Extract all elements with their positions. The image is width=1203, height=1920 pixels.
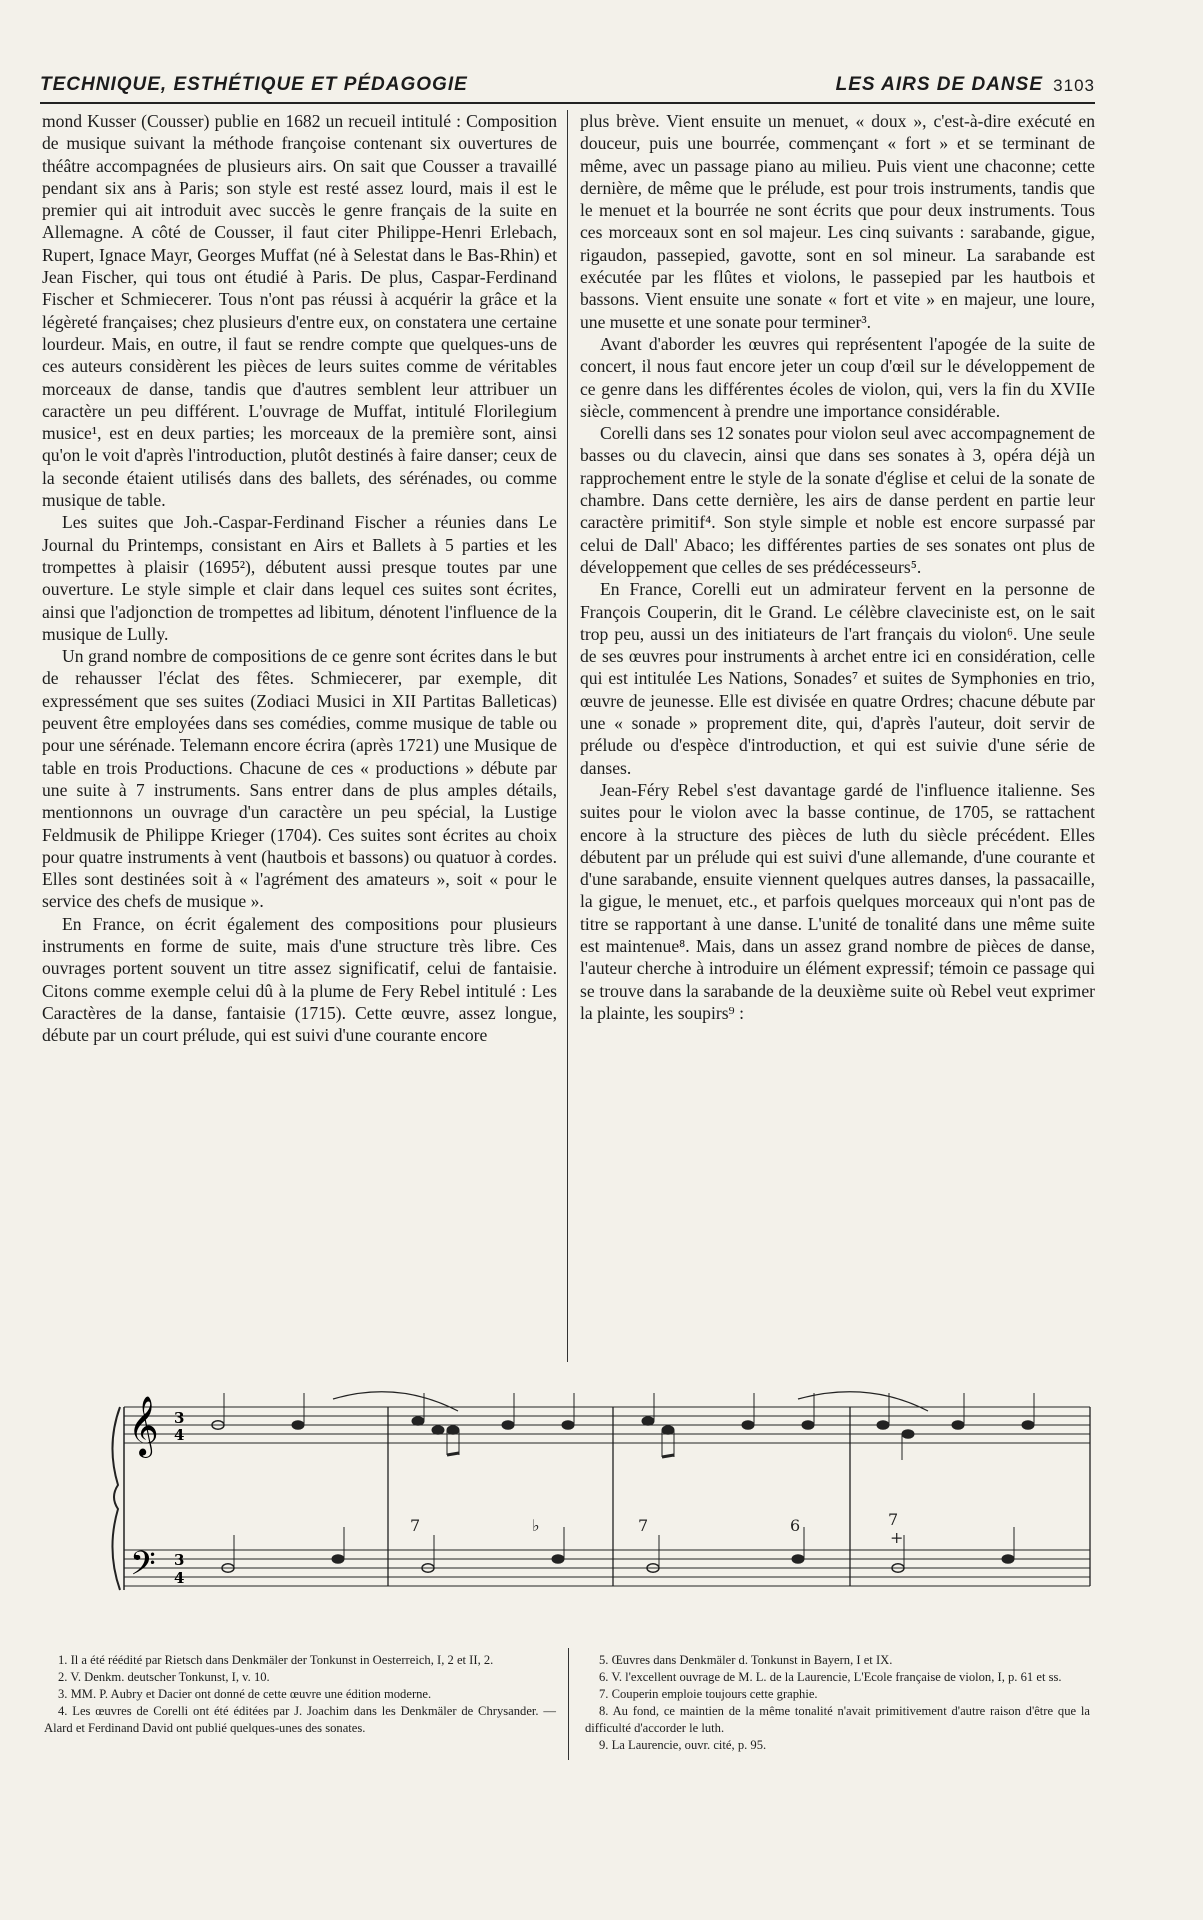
paragraph: Les suites que Joh.-Caspar-Ferdinand Fischer a réunies dans Le Journal du Printemps, consistant en Airs et Ballets à 5 parties et les trompettes à plaisir (1695²), débutent aussi presque toutes par une ouverture. Le style simple et clair dans lequel ces suites sont écrites, ainsi que l'adjonction de trompettes ad libitum, dénotent l'influence de la musique de Lully. — [42, 512, 557, 644]
running-header — [40, 72, 1095, 104]
column-divider — [567, 110, 568, 1362]
footnote: 4. Les œuvres de Corelli ont été éditées par J. Joachim dans les Denkmäler de Chrysander. — Alard et Ferdinand David ont publié quelques-unes des sonates. — [44, 1704, 556, 1735]
figure: 7 — [638, 1516, 649, 1535]
system-brace — [112, 1407, 120, 1590]
right-text-column — [580, 110, 1095, 1024]
footnote: 3. MM. P. Aubry et Dacier ont donné de cette œuvre une édition moderne. — [58, 1687, 432, 1701]
figure: 7 — [888, 1510, 899, 1529]
bass-staff — [124, 1550, 1090, 1586]
paragraph: Corelli dans ses 12 sonates pour violon seul avec accompagnement de basses ou du clavecin, ainsi que dans ses sonates à 3, opéra déjà un rapprochement entre le style de la sonate d'église et celui de la sonate de chambre. Dans cette dernière, les airs de danse perdent en partie leur caractère primitif⁴. Son style simple et noble est encore surpassé par celui de Dall' Abaco; les différentes parties de ses sonates ont plus de développement que celles de ses prédécesseurs⁵. — [580, 423, 1095, 577]
figure: 7 — [410, 1516, 421, 1535]
figure: ♭ — [532, 1516, 540, 1535]
footnote: 2. V. Denkm. deutscher Tonkunst, I, v. 10. — [58, 1670, 270, 1684]
paragraph: Jean-Féry Rebel s'est davantage gardé de l'influence italienne. Ses suites pour le violon avec la basse continue, de 1705, se rattachent encore à la structure des pièces de luth du siècle précédent. Elles débutent par un prélude qui est suivi d'une allemande, d'une courante et d'une sarabande, ensuite viennent quelques autres danses, la passacaille, la gigue, le menuet, etc., et parfois quelques morceaux qui n'ont pas de titre se rapportant à une danse. L'unité de tonalité dans une même suite est maintenue⁸. Mais, dans un assez grand nombre de pièces de danse, l'auteur cherche à introduire un élément expressif; témoin ce passage qui se trouve dans la sarabande de la deuxième suite où Rebel veut exprimer la plainte, les soupirs⁹ : — [580, 779, 1095, 1023]
footnote: 1. Il a été réédité par Rietsch dans Denkmäler der Tonkunst in Oesterreich, I, 2 et II, 2. — [58, 1653, 494, 1667]
svg-text:3: 3 — [174, 1409, 185, 1427]
footnote: 6. V. l'excellent ouvrage de M. L. de la Laurencie, L'Ecole française de violon, I, p. 61 et ss. — [599, 1670, 1062, 1684]
svg-text:4: 4 — [174, 1569, 185, 1587]
footnote-divider — [568, 1648, 569, 1760]
figure: 6 — [790, 1516, 801, 1535]
svg-text:3: 3 — [174, 1551, 185, 1569]
footnotes-right — [585, 1652, 1090, 1754]
treble-clef: 𝄞 — [128, 1396, 159, 1456]
footnote: 7. Couperin emploie toujours cette graphie. — [599, 1687, 818, 1701]
treble-notes — [212, 1392, 1034, 1460]
paragraph: Avant d'aborder les œuvres qui représentent l'apogée de la suite de concert, il nous faut encore jeter un coup d'œil sur le développement de ce genre dans les différentes écoles de violon, qui, vers la fin du XVIIe siècle, commencent à prendre une importance considérable. — [580, 333, 1095, 421]
paragraph: En France, on écrit également des compositions pour plusieurs instruments en forme de suite, mais d'une structure très libre. Ces ouvrages portent souvent un titre assez significatif, celui de fantaisie. Citons comme exemple celui dû à la plume de Fery Rebel intitulé : Les Caractères de la danse, fantaisie (1715). Cette œuvre, assez longue, débute par un court prélude, qui est suivi d'une courante encore — [42, 913, 557, 1046]
time-signature — [174, 1409, 184, 1587]
paragraph: En France, Corelli eut un admirateur fervent en la personne de François Couperin, dit le Grand. Le célèbre claveciniste est, on le sait trop peu, aussi un des initiateurs de l'art français du violon⁶. Une seule de ses œuvres pour instruments à archet entre ici en considération, celle qui est intitulée Les Nations, Sonades⁷ et suites de Symphonies en trio, œuvre de jeunesse. Elle est divisée en quatre Ordres; chacune débute par une « sonade » proprement dite, qui, d'après l'auteur, doit servir de prélude ou d'espèce d'introduction, et qui est suivie d'une série de danses. — [580, 579, 1095, 778]
paragraph: plus brève. Vient ensuite un menuet, « doux », c'est-à-dire exécuté en douceur, puis une bourrée, commençant « fort » et se terminant de même, avec un passage piano au milieu. Puis vient une chaconne; cette dernière, de même que le prélude, est pour trois instruments, tandis que le menuet et la bourrée ne sont écrits que pour deux instruments. Tous ces morceaux sont en sol majeur. Les cinq suivants : sarabande, gigue, rigaudon, passepied, gavotte, sont en sol mineur. La sarabande est exécutée par les flûtes et violons, le passepied par les hautbois et bassons. Vient ensuite une sonate « fort et vite » en majeur, une loure, une musette et une sonate pour terminer³. — [580, 111, 1095, 332]
footnotes-left — [44, 1652, 556, 1737]
figure: + — [890, 1528, 904, 1547]
paragraph: mond Kusser (Cousser) publie en 1682 un recueil intitulé : Composition de musique suivant la méthode françoise contenant six ouvertures de théâtre accompagnées de plusieurs airs. On sait que Cousser a travaillé pendant six ans à Paris; son style est resté assez lourd, mais il est le premier qui ait introduit avec succès le genre français de la suite en Allemagne. A côté de Cousser, il faut citer Philippe-Henri Erlebach, Rupert, Ignace Mayr, Georges Muffat (né à Selestat dans le Bas-Rhin) et Jean Fischer, qui tous ont étudié à Paris. De plus, Caspar-Ferdinand Fischer et Schmiecerer. Tous n'ont pas réussi à acquérir la grâce et la légèreté françaises; chez plusieurs d'entre eux, on constatera une certaine lourdeur. Mais, en outre, il faut se rendre compte que quelques-uns de ces auteurs considèrent les pièces de leurs suites comme de véritables morceaux de danse, tandis que d'autres semblent leur attribuer un caractère un peu différent. L'ouvrage de Muffat, intitulé Florilegium musice¹, est en deux parties; les morceaux de la première sont, ainsi qu'on le voit d'après l'introduction, plutôt destinés à faire danser; ceux de la seconde étaient utilisés dans des ballets, des sérénades, ou comme musique de table. — [42, 111, 557, 511]
page-number: 3103 — [1053, 76, 1095, 95]
left-text-column — [42, 110, 557, 1046]
svg-text:4: 4 — [174, 1426, 185, 1444]
footnote: 8. Au fond, ce maintien de la même tonalité n'avait primitivement d'autre raison d'être que la difficulté d'accorder le luth. — [585, 1704, 1090, 1735]
footnote: 5. Œuvres dans Denkmäler d. Tonkunst in Bayern, I et IX. — [599, 1653, 893, 1667]
bass-clef: 𝄢 — [130, 1545, 156, 1591]
paragraph: Un grand nombre de compositions de ce genre sont écrites dans le but de rehausser l'éclat des fêtes. Schmiecerer, par exemple, dit expressément que ses suites (Zodiaci Musici in XII Partitas Balleticas) peuvent être employées dans ses comédies, comme musique de table ou pour une sérénade. Telemann encore écrira (après 1721) une Musique de table en trois Productions. Chacune de ces « productions » débute par une suite à 7 instruments. Sans entrer dans de plus amples détails, mentionnons un ouvrage d'un caractère un peu spécial, la Lustige Feldmusik de Philippe Krieger (1704). Ces suites sont écrites au choix pour quatre instruments à vent (hautbois et bassons) ou quatuor à cordes. Elles sont destinées soit à « l'agrément des amateurs », soit « pour le service des chefs de musique ». — [42, 646, 557, 912]
music-example — [108, 1385, 1098, 1610]
header-section-title: TECHNIQUE, ESTHÉTIQUE ET PÉDAGOGIE — [40, 74, 468, 95]
header-chapter-title: LES AIRS DE DANSE — [835, 74, 1043, 95]
footnote: 9. La Laurencie, ouvr. cité, p. 95. — [599, 1738, 767, 1752]
treble-staff — [124, 1407, 1090, 1443]
